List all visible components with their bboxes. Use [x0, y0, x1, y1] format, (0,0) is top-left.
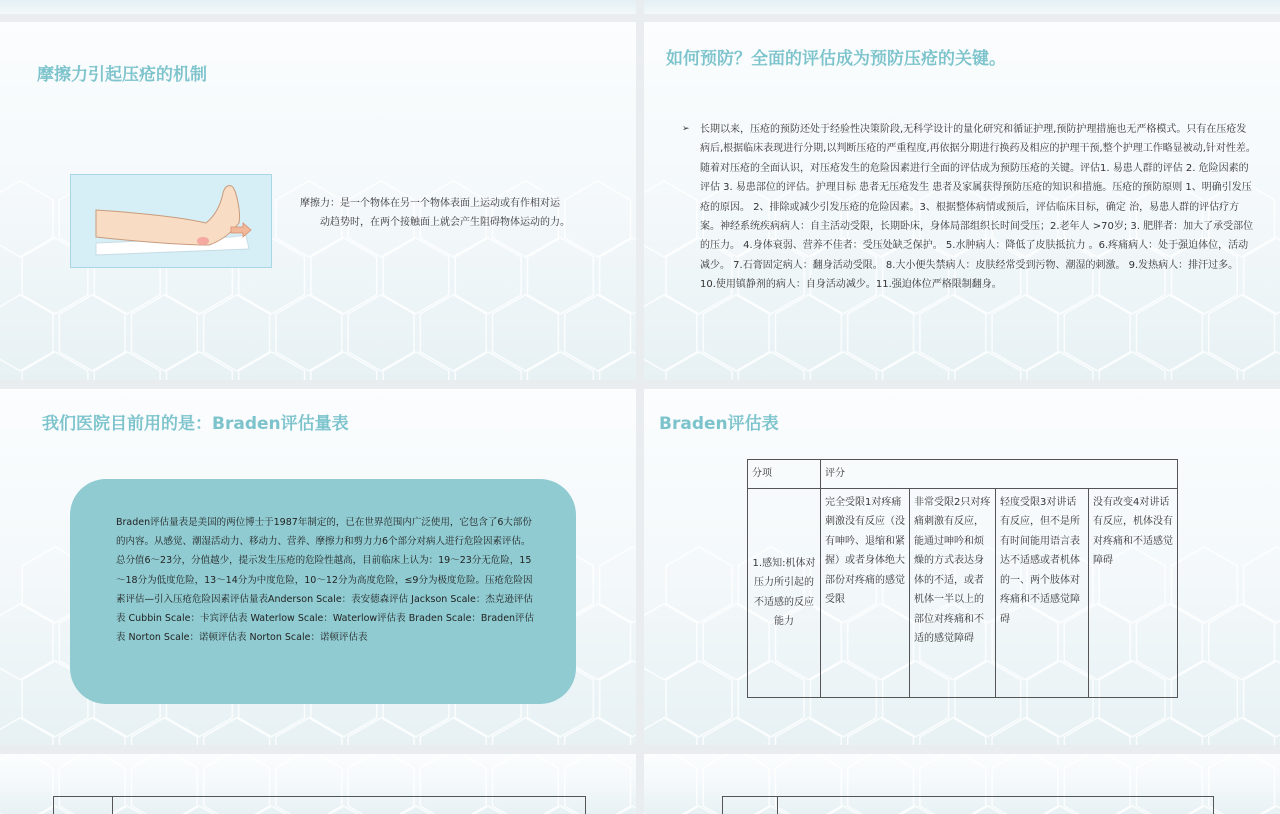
hexagon-shape	[600, 547, 636, 623]
hexagon-shape	[0, 718, 53, 745]
hexagon-shape	[1244, 547, 1280, 623]
hexagon-shape	[776, 295, 842, 371]
hexagon-shape	[1209, 295, 1275, 371]
friction-illustration	[70, 174, 272, 268]
slide-edge-top-left	[0, 0, 636, 14]
hexagon-shape	[920, 718, 986, 745]
hexagon-shape	[644, 718, 697, 745]
cell-no-impairment: 没有改变4对讲话有反应，机体没有对疼痛和不适感觉障碍	[1089, 488, 1178, 697]
friction-definition	[300, 194, 600, 232]
hexagon-shape	[1172, 547, 1238, 623]
hexagon-shape	[703, 718, 769, 745]
hexagon-shape	[59, 295, 125, 371]
hexagon-shape	[1209, 754, 1275, 814]
hexagon-shape	[1172, 352, 1238, 380]
hexagon-shape	[22, 352, 88, 380]
hexagon-shape	[644, 754, 697, 814]
hexagon-shape	[455, 238, 521, 314]
hexagon-shape	[565, 295, 631, 371]
hexagon-shape	[455, 352, 521, 380]
hexagon-shape	[94, 352, 160, 380]
cell-slightly-limited: 轻度受限3对讲话有反应，但不是所有时间能用语言表达不适感或者机体的一、两个肢体对疼痛和不适感觉障碍	[996, 488, 1089, 697]
hexagon-shape	[992, 295, 1058, 371]
partial-table	[53, 796, 586, 814]
prevention-paragraph: 长期以来，压疮的预防还处于经验性决策阶段,无科学设计的量化研究和循证护理,预防护理措施也无严格模式。只有在压疮发病后,根据临床表现进行分期,以判断压疮的严重程度,再依据分期进行换药及相应的护理干预,整个护理工作略显被动,针对性差。 随着对压疮的全面认识，对压疮发生的危险因素进行全面的评估成为预防压疮的关键。评估1. 易患人群的评估 2. 危险因素的评估 3. 易患部位的评估。护理目标 患者无压疮发生 患者及家属获得预防压疮的知识和措施。压疮的预防原则 1、明确引发压疮的原因。 2、排除或减少引发压疮的危险因素。3、根据整体病情或预后，评估临床目标，确定 治，易患人群的评估疗方案。神经系统疾病病人：自主活动受限，长期卧床，身体局部组织长时间受压；2.老年人 >70岁; 3. 肥胖者：加大了承受部位的压力。 4.身体衰弱、营养不佳者：受压处缺乏保护。 5.水肿病人：降低了皮肤抵抗力 。6.疼痛病人：处于强迫体位，活动减少。 7.石膏固定病人：翻身活动受限。 8.大小便失禁病人：皮肤经常受到污物、潮湿的刺激。 9.发热病人：排汗过多。 10.使用镇静剂的病人：自身活动减少。11.强迫体位严格限制翻身。	[700, 124, 1256, 290]
cell-completely-limited: 完全受限1对疼痛刺激没有反应（没有呻吟、退缩和紧握）或者身体绝大部份对疼痛的感觉受限	[821, 488, 910, 697]
hexagon-shape	[848, 295, 914, 371]
table-cell	[54, 797, 113, 814]
hexagon-shape	[666, 547, 732, 623]
bullet-arrow-icon: ➢	[682, 120, 690, 139]
hexagon-shape	[1064, 295, 1130, 371]
hexagon-shape	[1244, 661, 1280, 737]
hexagon-shape	[493, 295, 559, 371]
hexagon-shape	[311, 352, 377, 380]
hexagon-shape	[666, 661, 732, 737]
hexagon-shape	[1137, 295, 1203, 371]
hexagon-shape	[0, 754, 53, 814]
hexagon-shape	[703, 295, 769, 371]
braden-info-text: Braden评估量表是美国的两位博士于1987年制定的，已在世界范围内广泛使用，它包含了6大部份的内容。从感觉、潮湿活动力、移动力、营养、摩擦力和剪力力6个部分对病人进行危险因素评估。总分值6～23分，分值越少，提示发生压疮的危险性越高，目前临床上认为：19～23分无危险，15～18分为低度危险，13～14分为中度危险，10～12分为高度危险，≤9分为极度危险。压疮危险因素评估—引入压疮危险因素评估量表Anderson Scale：表安德森评估 Jackson Scale：杰克逊评估表 Cubbin Scale：卡宾评估表 Waterlow Scale：Waterlow评估表 Braden Scale：Braden评估表 Norton Scale：诺顿评估表 Norton Scale：诺顿评估表	[116, 513, 536, 647]
hexagon-shape	[0, 295, 53, 371]
hexagon-shape	[528, 238, 594, 314]
hexagon-shape	[955, 352, 1021, 380]
row-label-perception: 1.感知:机体对压力所引起的不适感的反应能力	[748, 488, 821, 697]
hexagon-shape	[600, 806, 636, 814]
hexagon-shape	[276, 718, 342, 745]
partial-table	[722, 796, 1214, 814]
prevention-body	[682, 120, 1256, 295]
hexagon-shape	[311, 238, 377, 314]
slide-prevention[interactable]	[644, 22, 1280, 380]
table-cell	[723, 797, 778, 814]
hexagon-shape	[420, 718, 486, 745]
definition-line-2: 动趋势时，在两个接触面上就会产生阻碍物体运动的力。	[300, 213, 600, 232]
slide-partial-right[interactable]	[644, 754, 1280, 814]
hexagon-shape	[883, 352, 949, 380]
hexagon-shape	[1099, 352, 1165, 380]
hexagon-shape	[600, 352, 636, 380]
hexagon-shape	[848, 718, 914, 745]
hexagon-shape	[1209, 718, 1275, 745]
braden-info-panel	[70, 479, 576, 704]
hexagon-shape	[132, 718, 198, 745]
hexagon-shape	[0, 181, 53, 257]
hexagon-shape	[348, 718, 414, 745]
braden-table	[747, 459, 1178, 698]
hexagon-shape	[493, 718, 559, 745]
hexagon-shape	[600, 661, 636, 737]
hexagon-shape	[776, 718, 842, 745]
slide-friction-mechanism[interactable]	[0, 22, 636, 380]
slide-title: 如何预防？全面的评估成为预防压疮的关键。	[666, 44, 1006, 69]
slide-edge-top-right	[644, 0, 1280, 14]
hexagon-shape	[738, 352, 804, 380]
slide-braden-intro[interactable]	[0, 389, 636, 745]
hexagon-shape	[1244, 352, 1280, 380]
cell-very-limited: 非常受限2只对疼痛刺激有反应，能通过呻吟和烦燥的方式表达身体的不适，或者机体一半以上的部位对疼痛和不适的感觉障碍	[910, 488, 996, 697]
hexagon-shape	[992, 718, 1058, 745]
table-header-score: 评分	[821, 460, 1178, 489]
table-header-item: 分项	[748, 460, 821, 489]
hexagon-shape	[1244, 806, 1280, 814]
table-cell	[778, 797, 1214, 814]
hexagon-shape	[204, 295, 270, 371]
hexagon-shape	[600, 238, 636, 314]
hexagon-shape	[167, 352, 233, 380]
hexagon-shape	[204, 718, 270, 745]
definition-line-1: 摩擦力：是一个物体在另一个物体表面上运动或有作相对运	[300, 198, 560, 209]
slide-title: 摩擦力引起压疮的机制	[37, 60, 207, 85]
hexagon-shape	[920, 295, 986, 371]
hexagon-shape	[0, 604, 53, 680]
hexagon-shape	[383, 352, 449, 380]
slide-partial-left[interactable]	[0, 754, 636, 814]
hexagon-shape	[276, 295, 342, 371]
hexagon-shape	[1137, 718, 1203, 745]
hexagon-shape	[1064, 718, 1130, 745]
hexagon-shape	[811, 352, 877, 380]
hexagon-shape	[59, 718, 125, 745]
hexagon-shape	[644, 604, 697, 680]
hexagon-shape	[1172, 661, 1238, 737]
hexagon-shape	[528, 352, 594, 380]
slide-title: Braden评估表	[659, 409, 779, 434]
hexagon-shape	[1209, 604, 1275, 680]
table-cell	[113, 797, 586, 814]
leg-on-bed-illustration	[71, 175, 271, 267]
hexagon-shape	[565, 718, 631, 745]
hexagon-shape	[666, 352, 732, 380]
hexagon-shape	[1027, 352, 1093, 380]
slide-braden-table[interactable]	[644, 389, 1280, 745]
hexagon-shape	[420, 295, 486, 371]
hexagon-shape	[239, 352, 305, 380]
slide-title: 我们医院目前用的是：Braden评估量表	[42, 409, 349, 434]
hexagon-shape	[348, 295, 414, 371]
hexagon-shape	[644, 295, 697, 371]
hexagon-shape	[132, 295, 198, 371]
hexagon-shape	[383, 238, 449, 314]
